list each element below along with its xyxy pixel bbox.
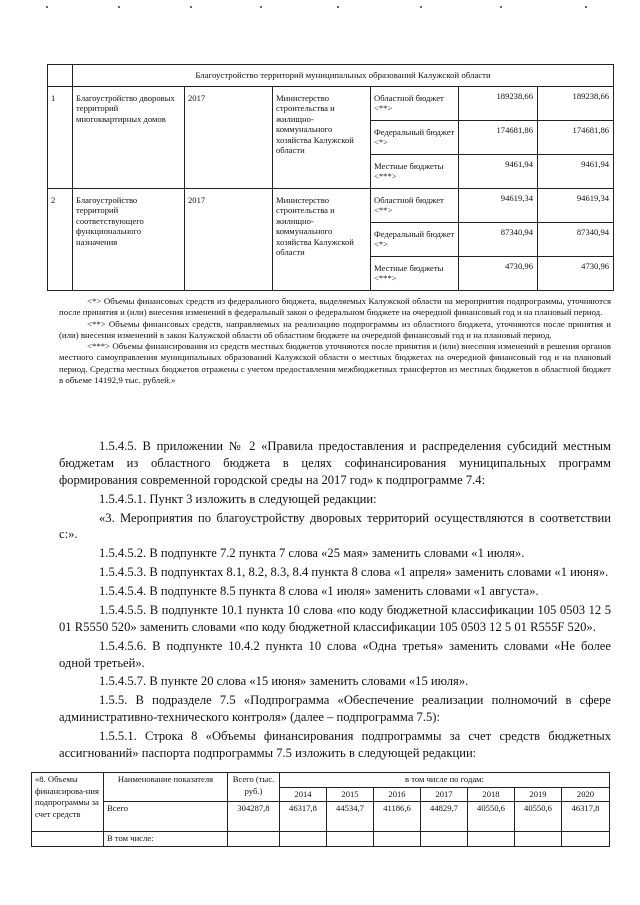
year-value: 44829,7 xyxy=(421,802,468,832)
measure-name: Благоустройство территорий соответствующего функционального назначения xyxy=(73,188,185,290)
source-label: Федеральный бюджет <*> xyxy=(371,222,459,256)
year-cell: 2020 xyxy=(562,787,610,802)
year-cell: 2015 xyxy=(327,787,374,802)
source-value: 9461,94 xyxy=(459,154,538,188)
row-number: 1 xyxy=(48,86,73,188)
total-value: 304287,8 xyxy=(228,802,280,832)
source-value-total: 94619,34 xyxy=(538,188,614,222)
year-value: 46317,8 xyxy=(562,802,610,832)
paragraph: 1.5.4.5.3. В подпунктах 8.1, 8.2, 8.3, 8.4 пункта 8 слова «1 апреля» заменить словами «1 июня». xyxy=(99,565,609,580)
scan-marks xyxy=(0,4,640,12)
paragraph: «3. Мероприятия по благоустройству дворовых территорий осуществляются в соответствии с:». xyxy=(59,510,611,542)
paragraph: 1.5.4.5. В приложении № 2 «Правила предоставления и распределения субсидий местным бюджетам из областного бюджета в целях софинансирования муниципальных программ формирования современной городской среды на 2017 год» к подпрограмме 7.4: xyxy=(59,439,611,487)
measure-year: 2017 xyxy=(185,188,273,290)
footnotes xyxy=(59,296,611,386)
executor: Министерство строительства и жилищно-коммунального хозяйства Калужской области xyxy=(273,86,371,188)
table-row xyxy=(48,188,614,222)
paragraph: 1.5.4.5.6. В подпункте 10.4.2 пункта 10 слова «Одна третья» заменить словами «Не более одной третьей». xyxy=(59,638,611,670)
paragraph: 1.5.5.1. Строка 8 «Объемы финансирования подпрограммы за счет средств бюджетных ассигнований» паспорта подпрограммы 7.5 изложить в следующей редакции: xyxy=(59,729,611,760)
total-label: Всего xyxy=(104,802,228,832)
year-cell: 2016 xyxy=(374,787,421,802)
executor: Министерство строительства и жилищно-коммунального хозяйства Калужской области xyxy=(273,188,371,290)
document-body xyxy=(59,438,611,764)
paragraph: 1.5.4.5.7. В пункте 20 слова «15 июня» заменить словами «15 июля». xyxy=(99,674,469,689)
source-value: 87340,94 xyxy=(459,222,538,256)
source-label: Местные бюджеты <***> xyxy=(371,256,459,290)
year-cell: 2019 xyxy=(515,787,562,802)
footnote-regional: <**> Объемы финансовых средств, направляемых на реализацию подпрограммы из областного бюджета, уточняются после принятия и (или) внесения изменений в закон Калужской области об областном бюджете на очередной финансовый год и на плановый период. xyxy=(59,318,611,340)
table-header-row xyxy=(32,773,610,788)
source-value-total: 189238,66 xyxy=(538,86,614,120)
year-value: 41186,6 xyxy=(374,802,421,832)
table-section-row xyxy=(48,65,614,87)
year-cell: 2017 xyxy=(421,787,468,802)
section-title: Благоустройство территорий муниципальных образований Калужской области xyxy=(73,65,614,87)
year-value: 44534,7 xyxy=(327,802,374,832)
financing-table xyxy=(31,772,610,847)
table-row xyxy=(48,86,614,120)
source-value-total: 4730,96 xyxy=(538,256,614,290)
source-label: Областной бюджет <**> xyxy=(371,86,459,120)
col-years-header: в том числе по годам: xyxy=(280,773,610,788)
footnote-local: <***> Объемы финансирования из средств местных бюджетов уточняются после принятия и (или) внесения изменений в решения органов местного самоуправления муниципальных образований Калужской области о местных бюджетах на очередной финансовый год и на плановый период. Средства местных бюджетов отражены с учетом предоставления межбюджетных трансфертов из местных бюджетов в областной бюджет в объеме 14192,9 тыс. рублей.» xyxy=(59,341,611,385)
measure-name: Благоустройство дворовых территорий многоквартирных домов xyxy=(73,86,185,188)
incl-row xyxy=(32,832,610,847)
paragraph: 1.5.4.5.4. В подпункте 8.5 пункта 8 слова «1 июля» заменить словами «1 августа». xyxy=(99,584,539,598)
paragraph: 1.5.5. В подразделе 7.5 «Подпрограмма «Обеспечение реализации полномочий в сфере административно-технического контроля» (далее – подпрограмма 7.5): xyxy=(59,693,611,725)
paragraph: 1.5.4.5.5. В подпункте 10.1 пункта 10 слова «по коду бюджетной классификации 105 0503 12 5 01 R5550 520» заменить словами «по коду бюджетной классификации 105 0503 12 5 01 R555F 520». xyxy=(59,602,611,634)
budget-table xyxy=(47,64,614,291)
year-value: 40550,6 xyxy=(468,802,515,832)
paragraph: 1.5.4.5.1. Пункт 3 изложить в следующей редакции: xyxy=(99,491,377,506)
source-value: 189238,66 xyxy=(459,86,538,120)
year-value: 40550,6 xyxy=(515,802,562,832)
source-value: 4730,96 xyxy=(459,256,538,290)
measure-year: 2017 xyxy=(185,86,273,188)
row-label: «8. Объемы финансирова-ния подпрограммы за счет средств xyxy=(32,773,104,832)
source-label: Областной бюджет <**> xyxy=(371,188,459,222)
source-value-total: 87340,94 xyxy=(538,222,614,256)
paragraph: 1.5.4.5.2. В подпункте 7.2 пункта 7 слова «25 мая» заменить словами «1 июля». xyxy=(99,546,525,561)
col-indicator: Наименование показателя xyxy=(104,773,228,802)
source-value-total: 9461,94 xyxy=(538,154,614,188)
source-value-total: 174681,86 xyxy=(538,120,614,154)
source-label: Федеральный бюджет <*> xyxy=(371,120,459,154)
source-label: Местные бюджеты <***> xyxy=(371,154,459,188)
col-total: Всего (тыс. руб.) xyxy=(228,773,280,802)
incl-label: В том числе: xyxy=(104,832,228,847)
year-value: 46317,8 xyxy=(280,802,327,832)
year-cell: 2018 xyxy=(468,787,515,802)
footnote-federal: <*> Объемы финансовых средств из федерального бюджета, выделяемых Калужской области на мероприятия подпрограммы, уточняются после принятия и (или) внесения изменений в федеральный закон о федеральном бюджете на очередной финансовый год и на плановый период. xyxy=(59,296,611,318)
source-value: 94619,34 xyxy=(459,188,538,222)
total-row xyxy=(32,802,610,832)
source-value: 174681,86 xyxy=(459,120,538,154)
year-cell: 2014 xyxy=(280,787,327,802)
row-number: 2 xyxy=(48,188,73,290)
